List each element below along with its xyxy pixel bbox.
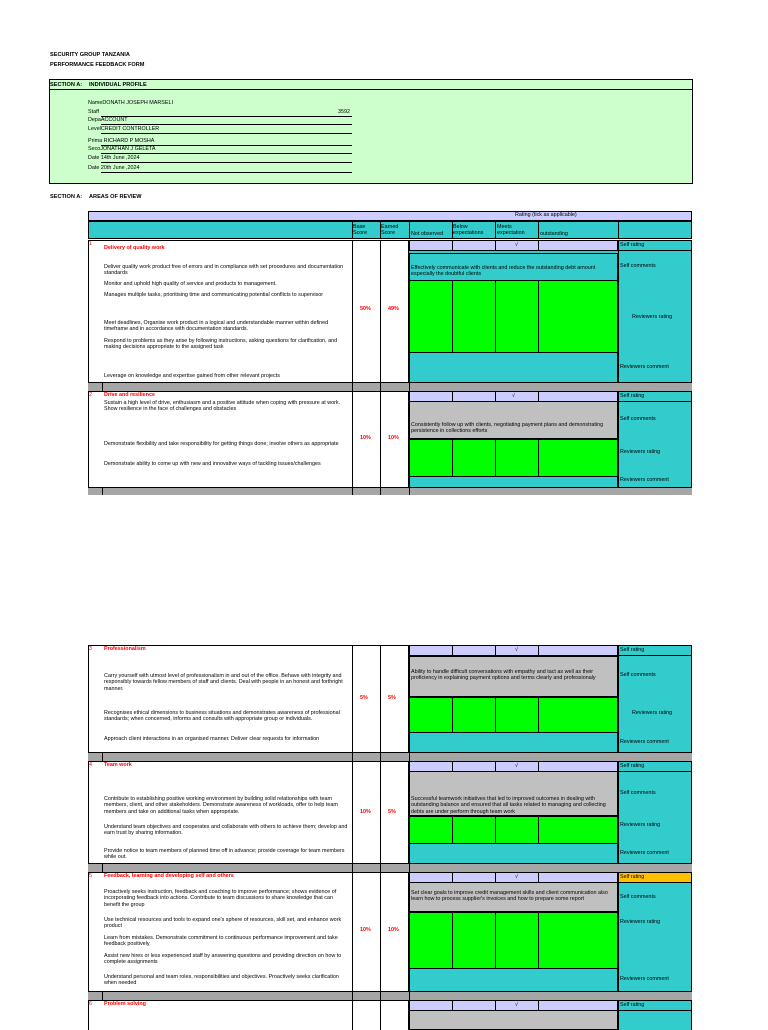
- divider: [409, 487, 410, 495]
- review-criterion: Provide notice to team members of planned time off in advance; provide coverage for team members while out.: [104, 848, 345, 861]
- divider: [495, 697, 496, 733]
- reviewer-comment-box[interactable]: [409, 477, 618, 487]
- divider: [101, 124, 352, 125]
- review-criterion: Manages multiple tasks, prioritising time and communicating potential conflicts to supervisor: [104, 292, 324, 298]
- divider: [352, 752, 353, 761]
- review-criterion: Carry yourself with utmost level of professionalism in and out of the office. Behave with integrity and responsibly towards fellow members of staff and clients. Deal with people in an honest and forthright manner.: [104, 673, 343, 692]
- divider: [409, 863, 410, 872]
- divider: [452, 221, 453, 239]
- review-criterion: Demonstrate ability to come up with new and innovative ways of tackling issues/challenges: [104, 461, 321, 467]
- section-title: Team work: [104, 762, 132, 768]
- self-rating-label: Self rating: [620, 1002, 645, 1008]
- rating-header-label: Rating (tick as applicable): [515, 212, 577, 218]
- tick-mark: √: [515, 874, 518, 880]
- self-rating-row[interactable]: [409, 645, 618, 656]
- review-criterion: Contribute to establishing positive working environment by building solid relationships with team members, client, and other stakeholders. Demonstrate awareness of workloads, offer to help team members and take on additional tasks when appropriate.: [104, 796, 338, 815]
- divider: [409, 221, 410, 239]
- divider: [452, 816, 453, 844]
- section-number: 4: [89, 762, 92, 768]
- divider: [495, 280, 496, 353]
- divider: [101, 153, 352, 154]
- base-score: 50%: [360, 306, 371, 312]
- divider: [538, 816, 539, 844]
- profile-section-title: INDIVIDUAL PROFILE: [89, 82, 147, 88]
- reviewer-comment-box[interactable]: [409, 353, 618, 382]
- divider: [102, 991, 103, 1000]
- divider: [538, 280, 539, 353]
- divider: [101, 172, 352, 173]
- review-criterion: Understand personal and team roles, responsibilities and objectives. Proactively seeks clarification when needed: [104, 974, 339, 987]
- base-score: 10%: [360, 435, 371, 441]
- self-rating-label: Self rating: [620, 393, 645, 399]
- earned-score: 5%: [388, 809, 396, 815]
- tick-mark: √: [515, 647, 518, 653]
- self-comment-text: Consistently follow up with clients, negotiating payment plans and demonstrating persistence in collections efforts: [411, 422, 604, 435]
- reviewer-comment-box[interactable]: [409, 844, 618, 863]
- review-criterion: Respond to problems as they arise by following instructions, asking questions for clarification, and making decisions appropriate to the assigned task: [104, 338, 338, 351]
- review-criterion: Learn from mistakes. Demonstrate commitment to continuous performance improvement and take feedback positively: [104, 935, 338, 948]
- divider: [352, 487, 353, 495]
- self-rating-label: Self rating: [620, 874, 645, 880]
- reviewer-rating-row[interactable]: [409, 439, 618, 477]
- divider: [452, 912, 453, 969]
- divider: [495, 912, 496, 969]
- profile-section-code: SECTION A:: [50, 82, 83, 88]
- base-score: 10%: [360, 809, 371, 815]
- section-title: Feedback, learning and developing self and others: [104, 873, 234, 879]
- profile-date-1: Date 14th June ,2024: [88, 155, 140, 161]
- reviewers-comment-label: Reviewers comment: [620, 739, 669, 745]
- divider: [452, 645, 453, 656]
- self-comment-box[interactable]: [409, 1010, 618, 1030]
- self-rating-label: Self rating: [620, 763, 645, 769]
- col-below-expectations: Below expectations: [453, 224, 484, 237]
- review-criterion: Understand team objectives and cooperates and collaborate with others to achieve them; develop and earn trust by sharing information.: [104, 824, 348, 837]
- col-base-score: Base Score: [353, 224, 368, 237]
- earned-score: 10%: [388, 435, 399, 441]
- self-comment-text: Set clear goals to improve credit management skills and client communication also learn how to process supplier's invoices and how to prepare some report: [411, 890, 608, 903]
- earned-score: 49%: [388, 306, 399, 312]
- self-rating-label: Self rating: [620, 242, 645, 248]
- self-rating-row[interactable]: [409, 240, 618, 251]
- divider: [538, 645, 539, 656]
- tick-mark: √: [515, 1002, 518, 1008]
- divider: [380, 382, 381, 391]
- review-criterion: Approach client interactions in an organised manner. Deliver clear requests for information: [104, 736, 320, 742]
- section-title: Drive and resilience: [104, 392, 155, 398]
- section-separator: [88, 752, 692, 761]
- col-not-observed: Not observed: [411, 231, 444, 237]
- tick-mark: √: [512, 393, 515, 399]
- divider: [101, 162, 352, 163]
- section-separator: [88, 863, 692, 872]
- self-comment-text: Effectively communicate with clients and reduce the outstanding debt amount especially the doubtful clients: [411, 265, 596, 278]
- section-separator: [88, 487, 692, 495]
- self-comments-label: Self comments: [620, 416, 656, 422]
- base-score-cell: [352, 1000, 380, 1030]
- divider: [538, 240, 539, 251]
- profile-primary-reviewer: Prima RICHARD P MOSHA: [88, 138, 155, 144]
- earned-score: 10%: [388, 927, 399, 933]
- tick-mark: √: [515, 242, 518, 248]
- divider: [495, 645, 496, 656]
- label-column: [618, 1011, 692, 1030]
- col-earned-score: Earned Score: [381, 224, 399, 237]
- reviewers-rating-label: Reviewers rating: [620, 919, 661, 925]
- divider: [102, 863, 103, 872]
- divider: [409, 991, 410, 1000]
- reviewers-comment-label: Reviewers comment: [620, 976, 669, 982]
- self-rating-label: Self rating: [620, 647, 645, 653]
- col-meets-expectation: Meets expectation: [497, 224, 525, 237]
- divider: [352, 221, 353, 239]
- self-comments-label: Self comments: [620, 672, 656, 678]
- profile-staff-number: 3592: [338, 109, 350, 115]
- divider: [618, 221, 619, 239]
- divider: [495, 221, 496, 239]
- review-section-title: AREAS OF REVIEW: [89, 194, 142, 200]
- review-criterion: Assist new hires or less experienced staff by answering questions and providing direction on how to complete assignments: [104, 953, 342, 966]
- divider: [409, 382, 410, 391]
- review-criterion: Leverage on knowledge and expertise gained from other relevant projects: [104, 373, 280, 379]
- divider: [452, 439, 453, 477]
- label-column: [618, 402, 692, 487]
- divider: [380, 863, 381, 872]
- divider: [495, 816, 496, 844]
- review-criterion: Demonstrate flexibility and take responsibility for getting things done; involve others as appropriate: [104, 441, 339, 447]
- section-title: Problem solving: [104, 1001, 146, 1007]
- profile-secondary-reviewer: SecoJONATHAN J GELETA: [88, 146, 156, 152]
- divider: [380, 487, 381, 495]
- profile-level: LevelCREDIT CONTROLLER: [88, 126, 160, 132]
- divider: [538, 697, 539, 733]
- section-separator: [88, 382, 692, 391]
- divider: [102, 752, 103, 761]
- reviewers-rating-label: Reviewers rating: [620, 449, 661, 455]
- divider: [102, 382, 103, 391]
- review-criterion: Recognises ethical dimensions to business situations and demonstrates awareness of professional standards; when concerned, informs and consults with appropriate group or individuals.: [104, 710, 340, 723]
- section-text-area: [88, 240, 352, 382]
- divider: [380, 752, 381, 761]
- profile-date-2: Date 20th June ,2024: [88, 165, 140, 171]
- divider: [409, 752, 410, 761]
- divider: [380, 991, 381, 1000]
- divider: [352, 991, 353, 1000]
- divider: [452, 697, 453, 733]
- divider: [102, 487, 103, 495]
- profile-name: NameDONATH JOSEPH MARSELI: [88, 100, 173, 106]
- reviewer-comment-box[interactable]: [409, 969, 618, 991]
- reviewer-rating-row[interactable]: [409, 280, 618, 353]
- reviewers-rating-label: Reviewers rating: [620, 822, 661, 828]
- base-score: 5%: [360, 695, 368, 701]
- reviewers-rating-label: Reviewers rating: [632, 710, 673, 716]
- reviewers-comment-label: Reviewers comment: [620, 364, 669, 370]
- review-criterion: Deliver quality work product free of errors and in compliance with set procedures and documentation standards: [104, 264, 344, 277]
- earned-score: 5%: [388, 695, 396, 701]
- section-number: 5: [89, 873, 92, 879]
- review-section-code: SECTION A:: [50, 194, 83, 200]
- reviewers-comment-label: Reviewers comment: [620, 477, 669, 483]
- profile-staff-label: Staff: [88, 109, 99, 115]
- company-name: SECURITY GROUP TANZANIA: [50, 52, 130, 58]
- section-number: 6: [89, 1001, 92, 1007]
- reviewers-comment-label: Reviewers comment: [620, 850, 669, 856]
- divider: [101, 133, 352, 134]
- divider: [495, 240, 496, 251]
- review-criterion: Monitor and uphold high quality of service and products to management.: [104, 281, 277, 287]
- divider: [452, 240, 453, 251]
- divider: [101, 116, 352, 117]
- review-criterion: Use technical resources and tools to expand one's sphere of resources, skill set, and enhance work product: [104, 917, 342, 930]
- review-criterion: Sustain a high level of drive, enthusiasm and a positive attitude when coping with pressure at work. Show resilience in the face of challenges and obstacles: [104, 400, 341, 413]
- tick-mark: √: [515, 763, 518, 769]
- self-comment-text: Ability to handle difficult conversations with empathy and tact as well as their proficiency in explaining payment options and terms clearly and professionaly: [411, 669, 596, 682]
- self-comments-label: Self comments: [620, 263, 656, 269]
- reviewer-comment-box[interactable]: [409, 733, 618, 752]
- form-title: PERFORMANCE FEEDBACK FORM: [50, 62, 145, 68]
- section-title: Professionalism: [104, 646, 146, 652]
- divider: [49, 89, 693, 90]
- divider: [538, 912, 539, 969]
- divider: [538, 439, 539, 477]
- self-comment-text: Successful teamwork initiatives that led to improved outcomes in dealing with outstanding balance and ensured that all tasks related to managing and collecting debts are under perform through team work: [411, 796, 606, 815]
- section-number: 1: [89, 241, 92, 247]
- rating-header-bar: [88, 211, 692, 221]
- reviewer-rating-row[interactable]: [409, 912, 618, 969]
- earned-score-cell: [380, 1000, 409, 1030]
- profile-department: DepaACCOUNT: [88, 117, 128, 123]
- col-outstanding: outstanding: [540, 231, 568, 237]
- divider: [352, 863, 353, 872]
- divider: [538, 221, 539, 239]
- review-criterion: Proactively seeks instruction, feedback and coaching to improve performance; shows evidence of incorporating feedback into actions. Contribute to team discussions to share knowledge that can benefit the group: [104, 889, 337, 908]
- self-comments-label: Self comments: [620, 894, 656, 900]
- reviewer-rating-row[interactable]: [409, 697, 618, 733]
- section-title: Delivery of quality work: [104, 245, 165, 251]
- divider: [452, 280, 453, 353]
- review-criterion: Meet deadlines, Organise work product in a logical and understandable manner within defined timeframe and in accordance with documentation standards.: [104, 320, 329, 333]
- divider: [352, 382, 353, 391]
- reviewers-rating-label: Reviewers rating: [632, 314, 673, 320]
- section-number: 2: [89, 392, 92, 398]
- section-separator: [88, 991, 692, 1000]
- label-column: [618, 656, 692, 752]
- divider: [495, 439, 496, 477]
- base-score: 10%: [360, 927, 371, 933]
- divider: [380, 221, 381, 239]
- self-comments-label: Self comments: [620, 790, 656, 796]
- section-number: 3: [89, 646, 92, 652]
- reviewer-rating-row[interactable]: [409, 816, 618, 844]
